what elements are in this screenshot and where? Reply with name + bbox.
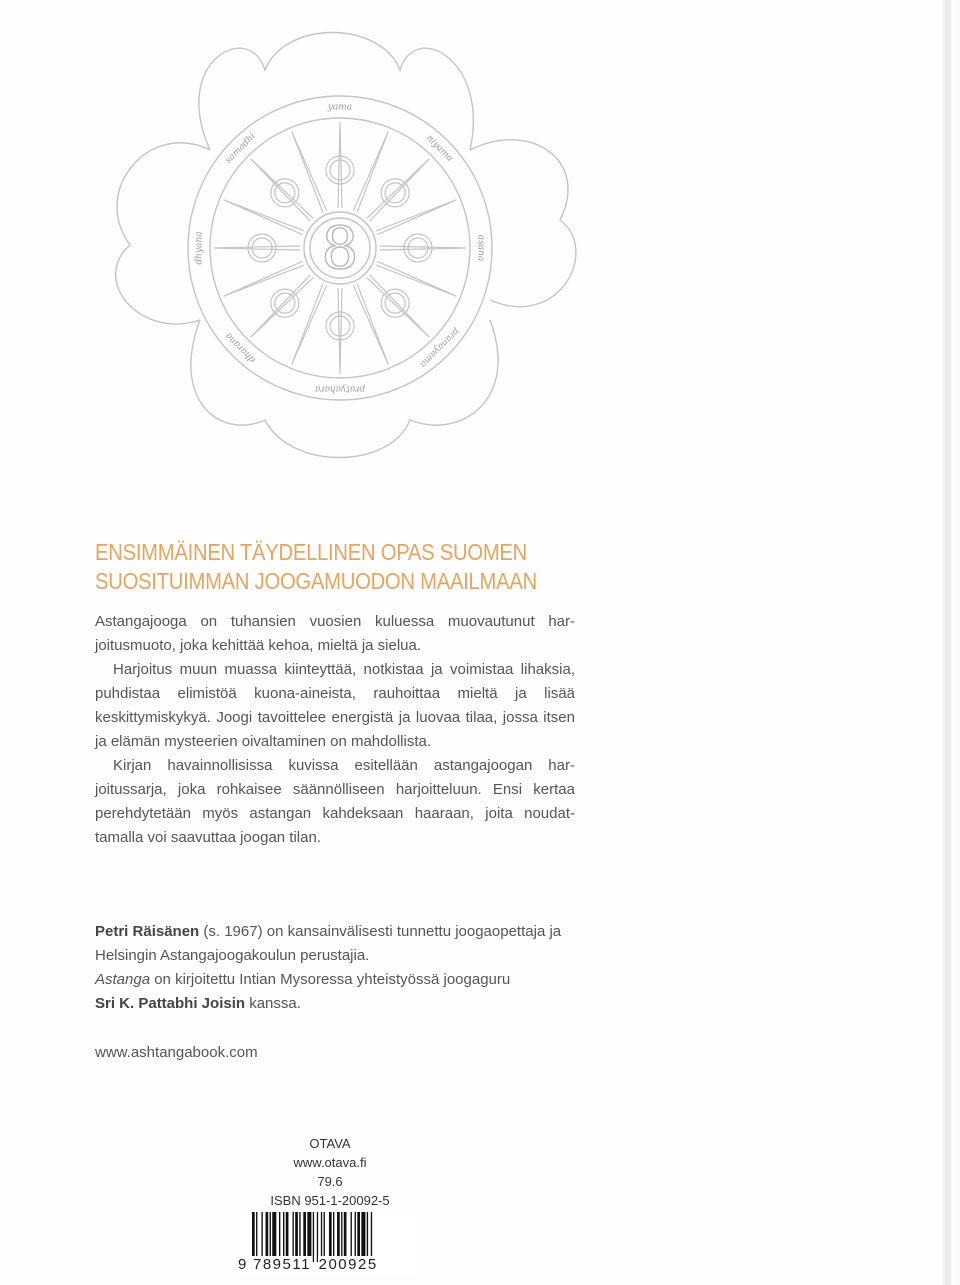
limb-label-pranayama: pranayama bbox=[417, 325, 461, 369]
publisher-info bbox=[230, 1134, 430, 1210]
book-title: Astanga bbox=[95, 971, 151, 988]
description-paragraph-2: Harjoitus muun muassa kiinteyttää, notkistaa ja voimistaa lihaksia, puhdistaa elimistöä kuona-aineista, rauhoittaa mieltä ja lisää keskittymiskykyä. Joogi tavoittelee energistä ja luovaa tilaa, jossa itsen ja elämän mysteerien oivaltaminen on mahdollista. bbox=[95, 661, 575, 750]
wheel-ray bbox=[367, 275, 429, 337]
cover-edge bbox=[942, 0, 960, 1285]
guru-rest-text: kanssa. bbox=[245, 995, 301, 1012]
barcode-bar bbox=[351, 1212, 352, 1256]
limb-label-asana: asana bbox=[475, 234, 486, 262]
isbn: ISBN 951-1-20092-5 bbox=[270, 1193, 390, 1208]
limb-label-pratyahara: pratyahara bbox=[314, 383, 366, 394]
barcode-bar bbox=[324, 1212, 325, 1256]
barcode-bar bbox=[337, 1212, 340, 1256]
guru-name: Sri K. Pattabhi Joisin bbox=[95, 995, 246, 1012]
barcode-bar bbox=[295, 1212, 298, 1256]
spoke-node-inner bbox=[408, 238, 428, 258]
barcode-digits bbox=[238, 1256, 420, 1273]
barcode-bar bbox=[293, 1212, 294, 1256]
headline-line-1: ENSIMMÄINEN TÄYDELLINEN OPAS SUOMEN bbox=[95, 539, 528, 565]
barcode-bar bbox=[317, 1212, 318, 1262]
author-bio bbox=[95, 920, 595, 1016]
barcode-bar bbox=[279, 1212, 280, 1256]
limb-label-dhyana: dhyana bbox=[194, 231, 205, 265]
spoke-node-inner bbox=[252, 238, 272, 258]
spoke-node-inner bbox=[275, 183, 295, 203]
limb-label-niyama: niyama bbox=[424, 133, 455, 164]
spoke-node-inner bbox=[385, 293, 405, 313]
barcode-bar bbox=[283, 1212, 284, 1256]
classification-code: 79.6 bbox=[317, 1174, 343, 1189]
limb-label-samadhi: samadhi bbox=[223, 131, 258, 166]
publisher-name: OTAVA bbox=[309, 1136, 351, 1151]
publisher-url: www.otava.fi bbox=[293, 1155, 367, 1170]
barcode-bar bbox=[261, 1212, 262, 1256]
headline bbox=[95, 538, 588, 596]
wheel-ray bbox=[380, 246, 466, 250]
author-name: Petri Räisänen bbox=[95, 923, 200, 940]
spoke-node-inner bbox=[275, 293, 295, 313]
barcode-bar bbox=[344, 1212, 347, 1256]
barcode-bar bbox=[286, 1212, 289, 1256]
ashtanga-wheel-emblem bbox=[60, 0, 620, 500]
barcode-bar bbox=[361, 1212, 365, 1256]
barcode-group-2: 200925 bbox=[318, 1256, 378, 1273]
barcode-bar bbox=[266, 1212, 269, 1256]
wheel-ray bbox=[338, 122, 342, 208]
wheel-ray bbox=[214, 246, 300, 250]
barcode-bar bbox=[355, 1212, 356, 1256]
wheel-ray bbox=[367, 159, 429, 221]
barcode-bar bbox=[252, 1212, 255, 1262]
book-description bbox=[95, 610, 575, 850]
barcode-bar bbox=[371, 1212, 372, 1256]
lotus-wheel-illustration bbox=[60, 0, 620, 500]
barcode-bar bbox=[307, 1212, 311, 1256]
barcode-bar bbox=[321, 1212, 322, 1256]
book-website: www.ashtangabook.com bbox=[95, 1044, 258, 1061]
petal-right bbox=[470, 140, 576, 307]
wheel-ray bbox=[251, 275, 313, 337]
barcode-bar bbox=[357, 1212, 360, 1256]
author-bio-paragraph bbox=[95, 920, 595, 1016]
barcode-bar bbox=[341, 1212, 342, 1256]
wheel-ray bbox=[338, 288, 342, 374]
barcode-group-1: 789511 bbox=[253, 1256, 311, 1273]
barcode-bar bbox=[256, 1212, 257, 1262]
barcode-bar bbox=[367, 1212, 368, 1256]
barcode-bar bbox=[333, 1212, 334, 1256]
barcode-bar bbox=[303, 1212, 306, 1256]
barcode-bar bbox=[299, 1212, 300, 1256]
petal-top bbox=[199, 33, 473, 151]
spoke-node-inner bbox=[330, 316, 350, 336]
limb-label-yama: yama bbox=[327, 102, 353, 113]
barcode-lead-digit: 9 bbox=[238, 1256, 248, 1273]
spoke-node-inner bbox=[385, 183, 405, 203]
author-bio-text: (s. 1967) on kansainvälisesti tunnettu joogaopettaja ja Helsingin Astangajoogakoulun perustajia. bbox=[95, 923, 562, 964]
headline-line-2: SUOSITUIMMAN JOOGAMUODON MAAILMAAN bbox=[95, 568, 537, 594]
limb-label-dharana: dharana bbox=[223, 330, 258, 365]
spoke-node-inner bbox=[330, 160, 350, 180]
barcode-bar bbox=[329, 1212, 332, 1256]
barcode-bar bbox=[270, 1212, 271, 1256]
wheel-ray bbox=[251, 159, 313, 221]
center-numeral: 8 bbox=[321, 214, 359, 282]
description-paragraph-3: Kirjan havainnollisissa kuvissa esitellään astangajoogan harjoitussarja, joka rohkaisee säännölliseen harjoitteluun. Ensi kertaa perehdytetään myös astangan kahdeksaan haaraan, joita noudattamalla voi saavuttaa joogan tilan. bbox=[95, 757, 575, 846]
barcode-bar bbox=[272, 1212, 276, 1256]
barcode-bars bbox=[238, 1212, 420, 1262]
book-origin-text: on kirjoitettu Intian Mysoressa yhteistyössä joogaguru bbox=[150, 971, 511, 988]
description-paragraph-1: Astangajooga on tuhansien vuosien kuluessa muovautunut harjoitusmuoto, joka kehittää kehoa, mieltä ja sielua. bbox=[95, 613, 575, 654]
barcode-bar bbox=[313, 1212, 314, 1262]
